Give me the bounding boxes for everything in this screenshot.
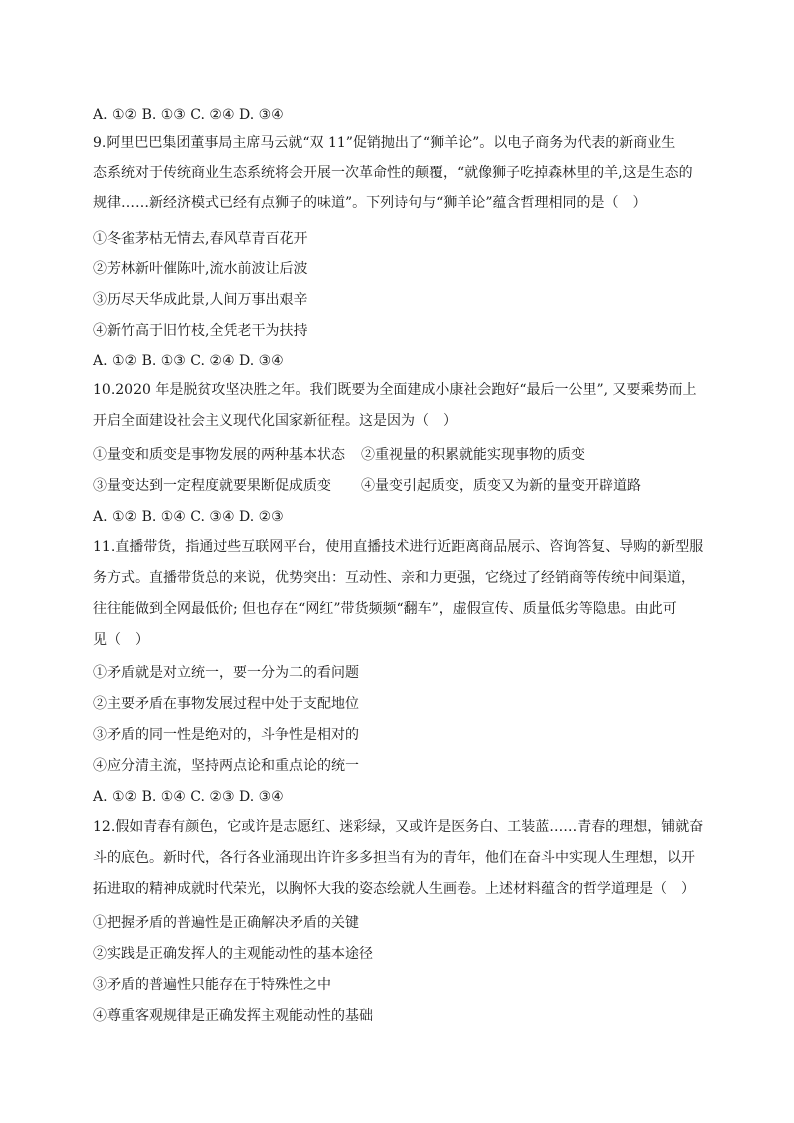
q10-choice-3: ③量变达到一定程度就要果断促成质变 bbox=[93, 478, 331, 494]
q11-choice-2: ②主要矛盾在事物发展过程中处于支配地位 bbox=[93, 696, 359, 712]
q10-choice-4: ④量变引起质变，质变又为新的量变开辟道路 bbox=[361, 478, 641, 494]
q9-stem-line-2: 态系统对于传统商业生态系统将会开展一次革命性的颠覆，“就像狮子吃掉森林里的羊,这是生态的 bbox=[93, 165, 693, 181]
q9-choice-1: ①冬雀茅枯无情去,春风草青百花开 bbox=[93, 231, 308, 247]
q9-choice-4: ④新竹高于旧竹枝,全凭老干为扶持 bbox=[93, 323, 308, 339]
q11-choice-4: ④应分清主流，坚持两点论和重点论的统一 bbox=[93, 758, 359, 774]
q10-stem-line-2: 开启全面建设社会主义现代化国家新征程。这是因为（ ） bbox=[93, 413, 457, 429]
q12-stem-line-1: 12.假如青春有颜色，它或许是志愿红、迷彩绿，又或许是医务白、工装蓝……青春的理想，铺就奋 bbox=[93, 819, 704, 835]
q12-stem-line-3: 拓进取的精神成就时代荣光，以胸怀大我的姿态绘就人生画卷。上述材料蕴含的哲学道理是（ ） bbox=[93, 881, 695, 897]
q11-stem-line-4: 见（ ） bbox=[93, 632, 149, 648]
q11-options: A. ①② B. ①④ C. ②③ D. ③④ bbox=[93, 789, 284, 805]
q10-choice-1: ①量变和质变是事物发展的两种基本状态 bbox=[93, 447, 345, 463]
q10-choice-2: ②重视量的积累就能实现事物的质变 bbox=[361, 447, 585, 463]
q10-options: A. ①② B. ①④ C. ③④ D. ②③ bbox=[93, 509, 284, 525]
q9-choice-3: ③历尽天华成此景,人间万事出艰辛 bbox=[93, 292, 308, 308]
q10-choices-row-2 bbox=[93, 477, 641, 495]
q12-choice-4: ④尊重客观规律是正确发挥主观能动性的基础 bbox=[93, 1008, 373, 1024]
q10-stem-line-1: 10.2020 年是脱贫攻坚决胜之年。我们既要为全面建成小康社会跑好“最后一公里”, 又要乘势而上 bbox=[93, 382, 697, 398]
q10-choices-row-1 bbox=[93, 446, 585, 464]
q9-stem-line-3: 规律……新经济模式已经有点狮子的味道”。下列诗句与“狮羊论”蕴含哲理相同的是（ ） bbox=[93, 195, 647, 211]
q11-choice-1: ①矛盾就是对立统一，要一分为二的看问题 bbox=[93, 665, 359, 681]
q12-choice-2: ②实践是正确发挥人的主观能动性的基本途径 bbox=[93, 946, 373, 962]
q11-choice-3: ③矛盾的同一性是绝对的，斗争性是相对的 bbox=[93, 727, 359, 743]
q9-options: A. ①② B. ①③ C. ②④ D. ③④ bbox=[93, 353, 284, 369]
q11-stem-line-2: 务方式。直播带货总的来说，优势突出：互动性、亲和力更强，它绕过了经销商等传统中间渠道， bbox=[93, 570, 695, 586]
q11-stem-line-1: 11.直播带货，指通过些互联网平台，使用直播技术进行近距离商品展示、咨询答复、导购的新型服 bbox=[93, 539, 704, 555]
q12-stem-line-2: 斗的底色。新时代，各行各业涌现出许许多多担当有为的青年，他们在奋斗中实现人生理想，以开 bbox=[93, 850, 695, 866]
q9-stem-line-1: 9.阿里巴巴集团董事局主席马云就“双 11”促销抛出了“狮羊论”。以电子商务为代表的新商业生 bbox=[93, 135, 676, 151]
q8-options: A. ①② B. ①③ C. ②④ D. ③④ bbox=[93, 107, 284, 123]
q12-choice-3: ③矛盾的普遍性只能存在于特殊性之中 bbox=[93, 977, 331, 993]
q12-choice-1: ①把握矛盾的普遍性是正确解决矛盾的关键 bbox=[93, 915, 359, 931]
q9-choice-2: ②芳林新叶催陈叶,流水前波让后波 bbox=[93, 261, 308, 277]
q11-stem-line-3: 往往能做到全网最低价; 但也存在“网红”带货频频“翻车”，虚假宣传、质量低劣等隐患。由此可 bbox=[93, 601, 677, 617]
